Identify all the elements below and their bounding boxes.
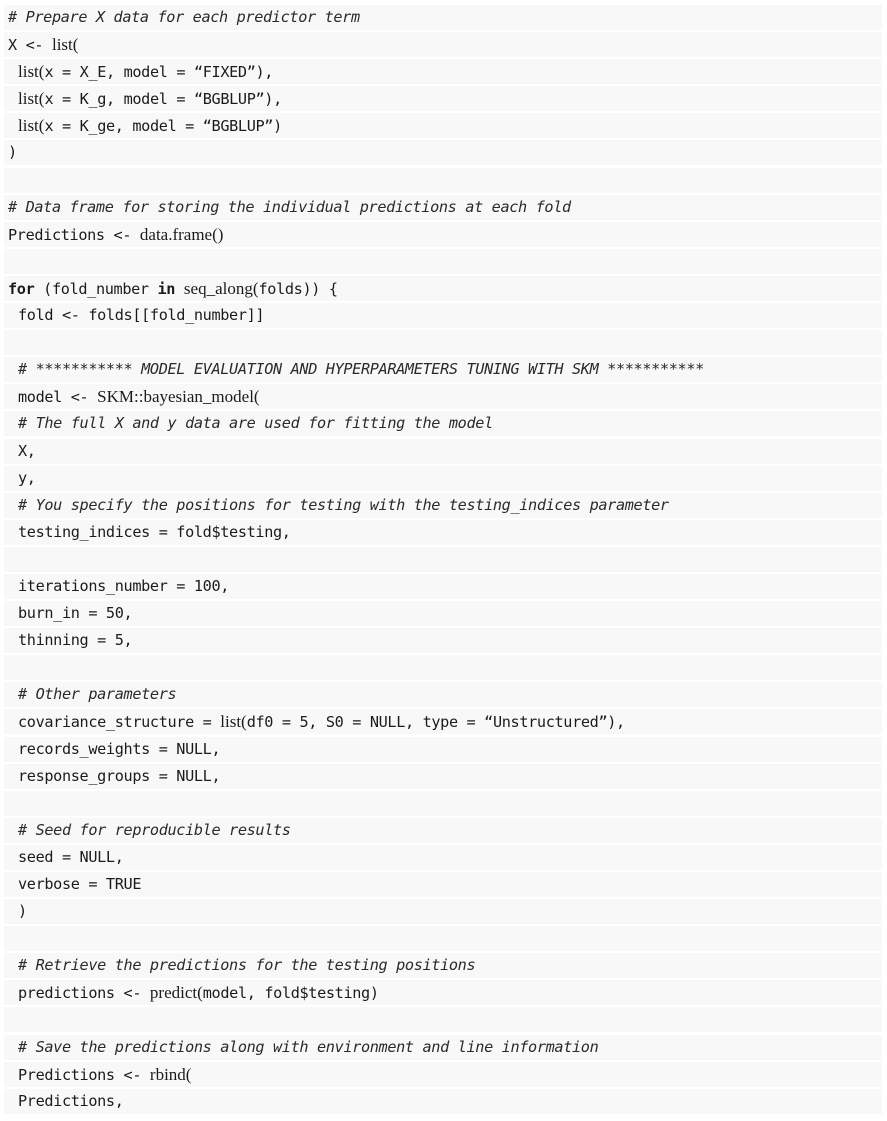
code-line (4, 1035, 882, 1060)
code-text: response_groups = NULL, (18, 766, 221, 785)
code-keyword: for (8, 279, 35, 298)
code-text: SKM::bayesian_model( (97, 387, 260, 407)
code-text: seed = NULL, (18, 847, 124, 866)
code-line (4, 845, 882, 870)
code-text: covariance_structure = (18, 713, 221, 732)
code-text: thinning = 5, (18, 631, 133, 650)
code-block (4, 5, 882, 1116)
code-comment: # Save the predictions along with environment and line information (18, 1037, 599, 1056)
code-text: testing_indices = fold$testing, (18, 522, 291, 541)
code-text: ) (8, 143, 17, 162)
code-line (4, 574, 882, 599)
code-line (4, 357, 882, 382)
code-comment: # Data frame for storing the individual predictions at each fold (8, 197, 571, 216)
code-text: iterations_number = 100, (18, 576, 230, 595)
code-text: list( (18, 62, 45, 82)
code-text: fold <- folds[[fold_number]] (18, 306, 265, 325)
code-text: list( (220, 712, 247, 732)
code-comment: # The full X and y data are used for fitting the model (18, 414, 493, 433)
code-text: list( (18, 116, 45, 136)
code-text: X, (18, 441, 36, 460)
code-text: x = K_g, model = “BGBLUP”), (44, 90, 282, 109)
blank-code-line (4, 926, 882, 951)
code-text: model, fold$testing) (202, 984, 379, 1003)
blank-code-line (4, 168, 882, 193)
code-line (4, 953, 882, 978)
code-text: Predictions <- (18, 1065, 150, 1084)
code-text: ) (18, 902, 27, 921)
code-line (4, 899, 882, 924)
blank-code-line (4, 655, 882, 680)
code-line (4, 520, 882, 545)
blank-code-line (4, 249, 882, 274)
code-line (4, 140, 882, 165)
code-text: Predictions, (18, 1091, 124, 1110)
code-text (175, 280, 184, 298)
code-line (4, 466, 882, 491)
code-line (4, 872, 882, 897)
code-comment: # You specify the positions for testing with the testing_indices parameter (18, 495, 669, 514)
code-line (4, 32, 882, 57)
code-text: folds)) { (258, 279, 338, 298)
code-line (4, 384, 882, 409)
code-text: x = K_ge, model = “BGBLUP”) (44, 117, 282, 136)
code-line (4, 818, 882, 843)
code-line (4, 86, 882, 111)
code-line (4, 737, 882, 762)
code-line (4, 222, 882, 247)
code-text: predictions <- (18, 984, 150, 1003)
code-line (4, 59, 882, 84)
code-text: rbind( (149, 1064, 192, 1084)
code-line (4, 439, 882, 464)
code-text: predict( (149, 983, 203, 1003)
code-line (4, 113, 882, 138)
code-text: verbose = TRUE (18, 875, 142, 893)
code-line (4, 628, 882, 653)
code-text: (fold_number (34, 279, 158, 298)
blank-code-line (4, 547, 882, 572)
code-text: x = X_E, model = “FIXED”), (44, 63, 274, 82)
code-line (4, 195, 882, 220)
code-comment: # Other parameters (18, 685, 177, 704)
code-text: X <- (8, 36, 52, 55)
code-line (4, 1089, 882, 1114)
code-text: list( (51, 35, 79, 55)
code-text: Predictions <- (8, 225, 140, 244)
code-line (4, 980, 882, 1005)
code-line (4, 682, 882, 707)
code-line (4, 276, 882, 301)
code-text: seq_along( (183, 278, 259, 298)
code-line (4, 709, 882, 734)
code-line (4, 764, 882, 789)
code-comment: # *********** MODEL EVALUATION AND HYPERPARAMETERS TUNING WITH SKM *********** (18, 360, 704, 379)
blank-code-line (4, 1007, 882, 1032)
code-text: data.frame() (139, 224, 224, 244)
code-line (4, 493, 882, 518)
code-text: df0 = 5, S0 = NULL, type = “Unstructured”), (246, 713, 625, 732)
code-text: model <- (18, 388, 98, 407)
code-text: burn_in = 50, (18, 604, 133, 623)
code-line (4, 601, 882, 626)
code-comment: # Seed for reproducible results (18, 820, 291, 839)
code-text: records_weights = NULL, (18, 739, 221, 758)
code-text: list( (18, 89, 45, 109)
blank-code-line (4, 791, 882, 816)
code-text: y, (18, 468, 36, 487)
blank-code-line (4, 330, 882, 355)
code-comment: # Retrieve the predictions for the testing positions (18, 956, 476, 975)
code-line (4, 5, 882, 30)
code-keyword: in (157, 279, 176, 298)
code-line (4, 411, 882, 436)
code-line (4, 1062, 882, 1087)
code-line (4, 303, 882, 328)
code-comment: # Prepare X data for each predictor term (8, 8, 360, 26)
